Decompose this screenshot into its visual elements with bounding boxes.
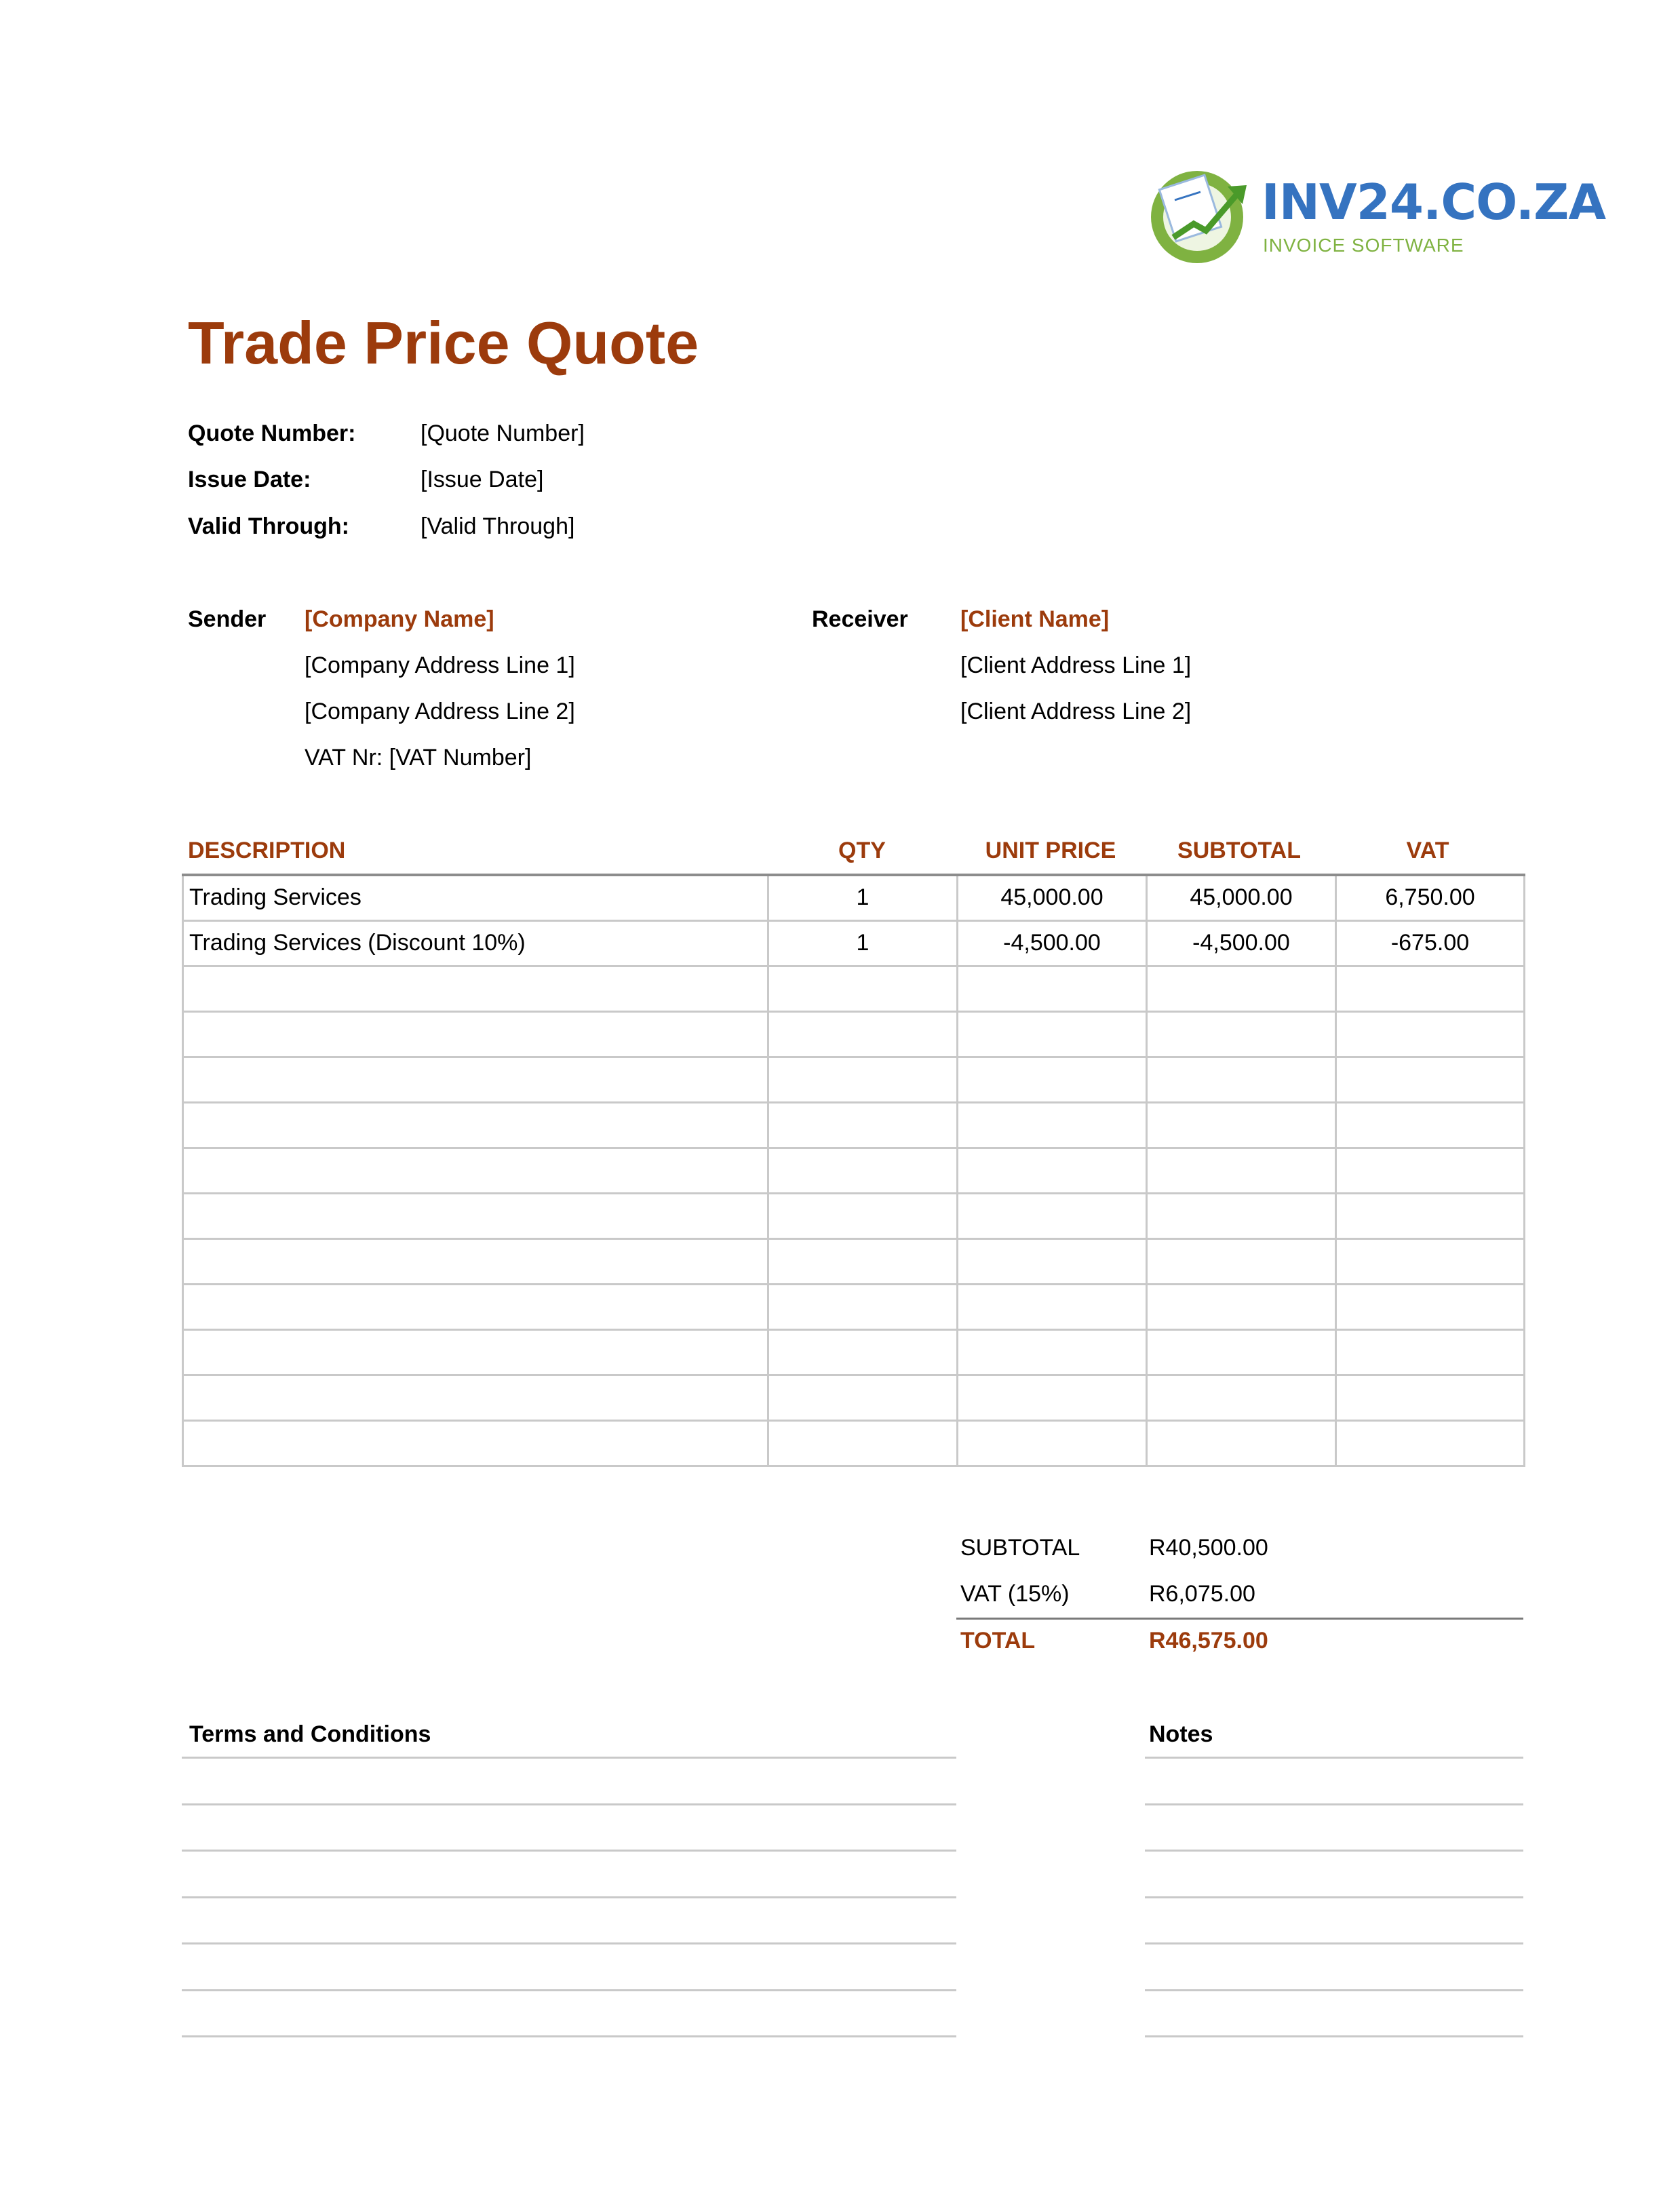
ruled-line: [1145, 1803, 1523, 1805]
empty-cell: [1336, 1148, 1525, 1193]
quote-number-value: [Quote Number]: [421, 421, 585, 446]
empty-cell: [1147, 1057, 1336, 1102]
empty-table-row: [183, 1057, 1525, 1102]
empty-cell: [958, 1011, 1147, 1057]
empty-cell: [1336, 1284, 1525, 1329]
sender-label: Sender: [188, 606, 267, 632]
logo-tagline: INVOICE SOFTWARE: [1263, 235, 1464, 256]
row-vat: -675.00: [1336, 920, 1525, 966]
ruled-line: [182, 1989, 956, 1991]
empty-cell: [1147, 1011, 1336, 1057]
empty-cell: [1147, 1284, 1336, 1329]
row-unit-price: -4,500.00: [958, 920, 1147, 966]
empty-cell: [1336, 1193, 1525, 1238]
empty-cell: [768, 1102, 958, 1148]
ruled-line: [182, 2035, 956, 2037]
sender-company-name: [Company Name]: [305, 606, 494, 632]
ruled-line: [182, 1803, 956, 1805]
empty-cell: [183, 1420, 768, 1466]
empty-cell: [768, 1193, 958, 1238]
empty-cell: [958, 1329, 1147, 1375]
line-items-table: [182, 874, 1525, 1467]
empty-cell: [183, 1238, 768, 1284]
ruled-line: [1145, 2035, 1523, 2037]
ruled-line: [1145, 1896, 1523, 1898]
empty-table-row: [183, 1148, 1525, 1193]
receiver-client-name: [Client Name]: [960, 606, 1110, 632]
empty-cell: [958, 1102, 1147, 1148]
ruled-line: [182, 1896, 956, 1898]
empty-cell: [183, 1329, 768, 1375]
total-label: TOTAL: [960, 1628, 1036, 1654]
notes-heading: Notes: [1149, 1721, 1213, 1747]
empty-cell: [768, 1420, 958, 1466]
empty-cell: [958, 1057, 1147, 1102]
valid-through-label: Valid Through:: [188, 513, 349, 539]
ruled-line: [182, 1850, 956, 1852]
empty-table-row: [183, 1238, 1525, 1284]
ruled-line: [182, 1757, 956, 1759]
empty-table-row: [183, 1193, 1525, 1238]
empty-cell: [183, 1375, 768, 1420]
empty-cell: [768, 1148, 958, 1193]
receiver-address-line-1: [Client Address Line 1]: [960, 652, 1192, 678]
ruled-line: [1145, 1757, 1523, 1759]
subtotal-value: R40,500.00: [1149, 1535, 1268, 1561]
column-header-vat: VAT: [1406, 838, 1449, 863]
empty-table-row: [183, 966, 1525, 1011]
empty-table-row: [183, 1011, 1525, 1057]
empty-table-row: [183, 1102, 1525, 1148]
empty-cell: [768, 1057, 958, 1102]
empty-cell: [1336, 1420, 1525, 1466]
subtotal-label: SUBTOTAL: [960, 1535, 1080, 1561]
empty-cell: [958, 1420, 1147, 1466]
empty-cell: [958, 1375, 1147, 1420]
empty-cell: [1147, 1329, 1336, 1375]
empty-cell: [1147, 1375, 1336, 1420]
empty-cell: [183, 1057, 768, 1102]
row-subtotal: -4,500.00: [1147, 920, 1336, 966]
logo-brand: INV24.CO.ZA: [1262, 174, 1606, 231]
empty-cell: [183, 1148, 768, 1193]
row-vat: 6,750.00: [1336, 875, 1525, 920]
empty-cell: [768, 1375, 958, 1420]
column-header-qty: QTY: [838, 838, 886, 863]
empty-cell: [958, 1284, 1147, 1329]
empty-table-row: [183, 1329, 1525, 1375]
empty-cell: [768, 1329, 958, 1375]
total-value: R46,575.00: [1149, 1628, 1268, 1654]
empty-cell: [958, 1238, 1147, 1284]
ruled-line: [1145, 1942, 1523, 1944]
empty-cell: [958, 1193, 1147, 1238]
column-header-subtotal: SUBTOTAL: [1177, 838, 1301, 863]
vat-total-value: R6,075.00: [1149, 1581, 1255, 1607]
receiver-address-line-2: [Client Address Line 2]: [960, 699, 1192, 724]
empty-cell: [1336, 1329, 1525, 1375]
column-header-description: DESCRIPTION: [188, 838, 346, 863]
empty-cell: [768, 1284, 958, 1329]
sender-vat-number: VAT Nr: [VAT Number]: [305, 745, 532, 770]
empty-cell: [1336, 1375, 1525, 1420]
valid-through-value: [Valid Through]: [421, 513, 575, 539]
terms-heading: Terms and Conditions: [189, 1721, 431, 1747]
quote-number-label: Quote Number:: [188, 421, 356, 446]
empty-cell: [1147, 1238, 1336, 1284]
empty-cell: [1147, 1148, 1336, 1193]
empty-table-row: [183, 1284, 1525, 1329]
table-row: [183, 875, 1525, 920]
empty-cell: [1336, 1238, 1525, 1284]
empty-cell: [768, 1238, 958, 1284]
row-subtotal: 45,000.00: [1147, 875, 1336, 920]
empty-cell: [1336, 1102, 1525, 1148]
column-header-unit-price: UNIT PRICE: [985, 838, 1116, 863]
sender-address-line-1: [Company Address Line 1]: [305, 652, 575, 678]
ruled-line: [1145, 1850, 1523, 1852]
empty-cell: [1147, 1193, 1336, 1238]
empty-cell: [1147, 966, 1336, 1011]
empty-cell: [768, 966, 958, 1011]
empty-cell: [183, 1284, 768, 1329]
vat-total-label: VAT (15%): [960, 1581, 1070, 1607]
table-row: [183, 920, 1525, 966]
row-description: Trading Services (Discount 10%): [183, 920, 768, 966]
empty-cell: [1336, 1011, 1525, 1057]
totals-divider: [956, 1618, 1523, 1620]
row-description: Trading Services: [183, 875, 768, 920]
receiver-label: Receiver: [812, 606, 908, 632]
issue-date-value: [Issue Date]: [421, 467, 544, 492]
ruled-line: [182, 1942, 956, 1944]
empty-cell: [768, 1011, 958, 1057]
row-qty: 1: [768, 920, 958, 966]
empty-cell: [183, 1011, 768, 1057]
empty-table-row: [183, 1420, 1525, 1466]
empty-cell: [958, 1148, 1147, 1193]
empty-cell: [183, 1102, 768, 1148]
issue-date-label: Issue Date:: [188, 467, 311, 492]
empty-cell: [1336, 1057, 1525, 1102]
empty-cell: [1147, 1102, 1336, 1148]
sender-address-line-2: [Company Address Line 2]: [305, 699, 575, 724]
empty-cell: [1147, 1420, 1336, 1466]
empty-cell: [958, 966, 1147, 1011]
empty-cell: [1336, 966, 1525, 1011]
row-qty: 1: [768, 875, 958, 920]
row-unit-price: 45,000.00: [958, 875, 1147, 920]
empty-cell: [183, 966, 768, 1011]
ruled-line: [1145, 1989, 1523, 1991]
page-title: Trade Price Quote: [188, 309, 699, 376]
empty-table-row: [183, 1375, 1525, 1420]
empty-cell: [183, 1193, 768, 1238]
